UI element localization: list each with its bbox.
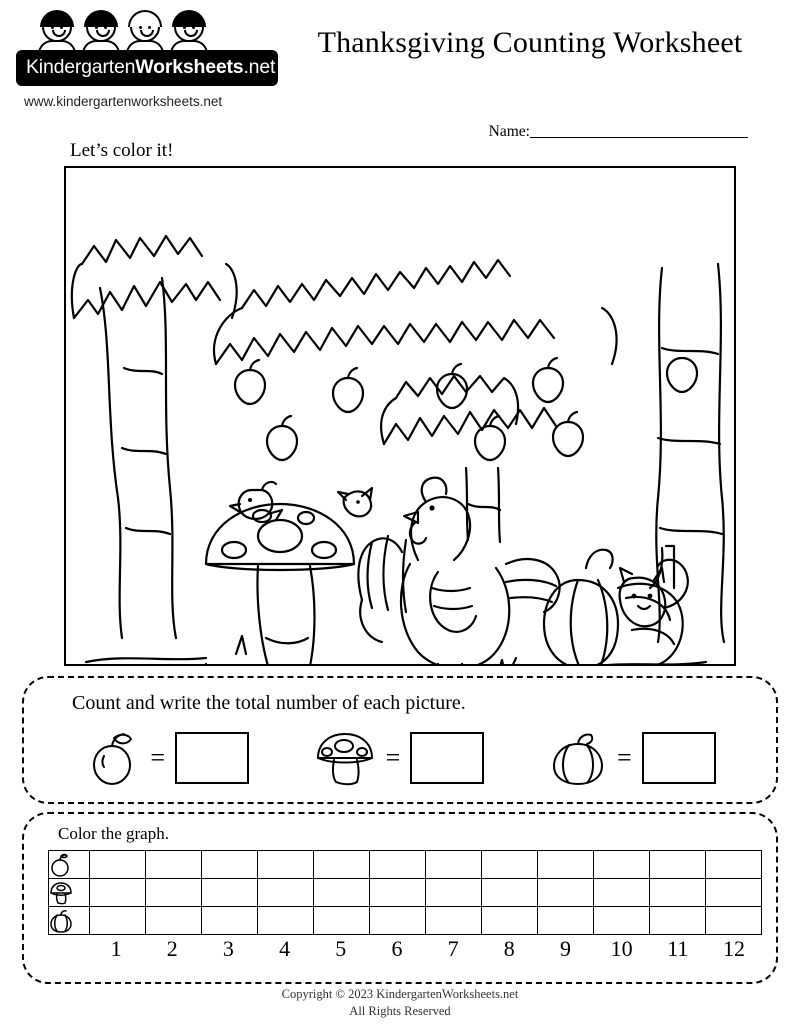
logo-kid-3 xyxy=(126,10,164,54)
graph-cell[interactable] xyxy=(650,851,706,879)
equals-sign-pumpkin: = xyxy=(616,743,632,772)
graph-cell[interactable] xyxy=(594,907,650,935)
graph-cell[interactable] xyxy=(482,879,538,907)
table-row xyxy=(49,851,762,879)
count-prompt: Count and write the total number of each picture. xyxy=(72,692,466,714)
graph-label-6: 6 xyxy=(391,936,403,961)
mushroom-icon xyxy=(49,881,73,905)
graph-row-icon-mushroom xyxy=(49,879,90,907)
logo-kid-1 xyxy=(38,10,76,54)
answer-box-pumpkin[interactable] xyxy=(642,732,716,784)
graph-label-4: 4 xyxy=(279,936,291,961)
graph-cell[interactable] xyxy=(594,879,650,907)
answer-box-apple[interactable] xyxy=(175,732,249,784)
page-title: Thanksgiving Counting Worksheet xyxy=(317,26,743,59)
graph-cell[interactable] xyxy=(426,851,482,879)
logo-word-tld: .net xyxy=(243,56,276,78)
graph-cell[interactable] xyxy=(370,907,426,935)
graph-cell[interactable] xyxy=(426,907,482,935)
graph-cell[interactable] xyxy=(482,907,538,935)
count-items-row xyxy=(24,730,776,786)
graph-cell[interactable] xyxy=(538,879,594,907)
graph-cell[interactable] xyxy=(538,907,594,935)
graph-cell[interactable] xyxy=(706,907,762,935)
site-url: www.kindergartenworksheets.net xyxy=(24,94,223,109)
graph-cell[interactable] xyxy=(482,851,538,879)
graph-row-icon-pumpkin xyxy=(49,907,90,935)
rights-text: All Rights Reserved xyxy=(349,1003,451,1018)
answer-box-mushroom[interactable] xyxy=(410,732,484,784)
graph-cell[interactable] xyxy=(202,907,258,935)
logo-word-kindergarten: Kindergarten xyxy=(26,56,136,78)
graph-cell[interactable] xyxy=(146,851,202,879)
graph-label-9: 9 xyxy=(559,936,571,961)
graph-cell[interactable] xyxy=(146,907,202,935)
graph-cell[interactable] xyxy=(538,851,594,879)
graph-cell[interactable] xyxy=(258,851,314,879)
graph-label-12: 12 xyxy=(722,936,745,961)
graph-label-8: 8 xyxy=(503,936,515,961)
mushroom-icon xyxy=(314,730,376,786)
count-item-pumpkin xyxy=(549,730,716,786)
graph-cell[interactable] xyxy=(314,851,370,879)
name-label: Name: xyxy=(488,123,530,140)
graph-cell[interactable] xyxy=(314,879,370,907)
coloring-picture xyxy=(64,166,736,666)
graph-cell[interactable] xyxy=(706,851,762,879)
color-prompt: Let’s color it! xyxy=(70,140,174,161)
graph-label-2: 2 xyxy=(166,936,178,961)
graph-label-7: 7 xyxy=(447,936,459,961)
graph-column-labels xyxy=(88,936,762,962)
site-logo[interactable] xyxy=(16,8,278,109)
logo-word-worksheets: Worksheets xyxy=(135,56,244,78)
graph-cell[interactable] xyxy=(202,851,258,879)
apple-icon xyxy=(84,730,140,786)
graph-cell[interactable] xyxy=(146,879,202,907)
graph-cell[interactable] xyxy=(202,879,258,907)
logo-kid-4 xyxy=(170,10,208,54)
graph-label-10: 10 xyxy=(610,936,633,961)
graph-cell[interactable] xyxy=(314,907,370,935)
logo-kids-illustration xyxy=(16,8,278,52)
graph-cell[interactable] xyxy=(258,879,314,907)
graph-label-1: 1 xyxy=(110,936,122,961)
count-item-mushroom xyxy=(314,730,485,786)
graph-label-3: 3 xyxy=(222,936,234,961)
pumpkin-icon xyxy=(49,909,73,933)
graph-cell[interactable] xyxy=(258,907,314,935)
graph-cell[interactable] xyxy=(594,851,650,879)
graph-cell[interactable] xyxy=(426,879,482,907)
logo-kid-2 xyxy=(82,10,120,54)
graph-cell[interactable] xyxy=(650,879,706,907)
graph-cell[interactable] xyxy=(370,851,426,879)
table-row xyxy=(49,907,762,935)
graph-prompt: Color the graph. xyxy=(58,824,169,843)
graph-section xyxy=(22,812,778,984)
graph-cell[interactable] xyxy=(90,851,146,879)
copyright-text: Copyright © 2023 KindergartenWorksheets.net xyxy=(281,987,519,1001)
name-field-row xyxy=(489,122,748,141)
count-item-apple xyxy=(84,730,249,786)
graph-cell[interactable] xyxy=(706,879,762,907)
page-footer xyxy=(0,986,800,1020)
apple-icon xyxy=(49,853,71,877)
graph-cell[interactable] xyxy=(650,907,706,935)
graph-row-icon-apple xyxy=(49,851,90,879)
thanksgiving-scene-illustration xyxy=(66,168,734,664)
equals-sign-mushroom: = xyxy=(385,743,401,772)
count-section xyxy=(22,676,778,804)
name-input-blank[interactable] xyxy=(530,122,748,138)
pumpkin-icon xyxy=(549,730,607,786)
graph-cell[interactable] xyxy=(90,879,146,907)
page-header xyxy=(0,0,800,112)
graph-label-11: 11 xyxy=(667,936,689,961)
equals-sign-apple: = xyxy=(150,743,165,772)
graph-cell[interactable] xyxy=(370,879,426,907)
graph-cell[interactable] xyxy=(90,907,146,935)
graph-table xyxy=(48,850,762,935)
graph-label-5: 5 xyxy=(335,936,347,961)
table-row xyxy=(49,879,762,907)
logo-wordmark[interactable] xyxy=(16,50,278,86)
